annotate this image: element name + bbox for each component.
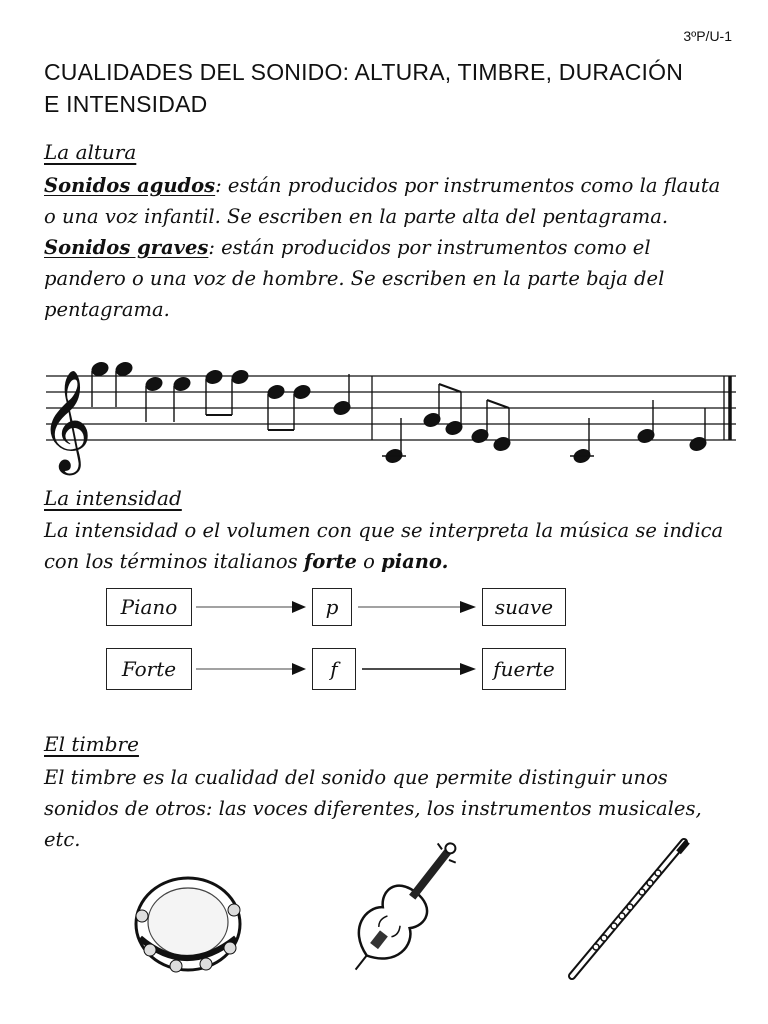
term-box-forte: Forte (106, 648, 192, 690)
music-staff (36, 362, 736, 472)
term-box-piano: Piano (106, 588, 192, 626)
agudos-term: Sonidos agudos (44, 174, 216, 197)
section-heading-altura: La altura (44, 140, 137, 164)
meaning-box-suave: suave (482, 588, 566, 626)
symbol-box-p: p (312, 588, 352, 626)
piano-term: piano. (381, 550, 449, 573)
flute-icon (558, 836, 698, 986)
page-title: CUALIDADES DEL SONIDO: ALTURA, TIMBRE, DURACIÓN E INTENSIDAD (44, 59, 684, 117)
intensidad-paragraph (44, 515, 734, 577)
arrow-icon (360, 660, 480, 678)
graves-text: : están producidos por instrumentos como el pandero o una voz de hombre. Se escriben en la parte baja del pentagrama. (44, 236, 665, 321)
forte-term: forte (303, 550, 357, 573)
symbol-box-f: f (312, 648, 356, 690)
treble-clef-icon: 𝄞 (40, 368, 93, 471)
graves-term: Sonidos graves (44, 236, 209, 259)
page-code: 3ºP/U-1 (683, 28, 732, 44)
meaning-box-fuerte: fuerte (482, 648, 566, 690)
violin-icon (318, 828, 488, 990)
section-heading-intensidad: La intensidad (44, 486, 182, 510)
agudos-text: : están producidos por instrumentos como la flauta o una voz infantil. Se escriben en la parte alta del pentagrama. (44, 174, 721, 228)
arrow-icon (356, 598, 480, 616)
intensidad-text: La intensidad o el volumen con que se interpreta la música se indica con los términos italianos (44, 519, 724, 573)
arrow-icon (194, 660, 310, 678)
timbre-paragraph: El timbre es la cualidad del sonido que permite distinguir unos sonidos de otros: las voces diferentes, los instrumentos musicales, etc. (44, 766, 702, 851)
section-heading-timbre: El timbre (44, 732, 139, 756)
tambourine-icon (126, 868, 246, 980)
arrow-icon (194, 598, 310, 616)
altura-paragraph (44, 170, 734, 325)
connector-text: o (356, 550, 382, 573)
